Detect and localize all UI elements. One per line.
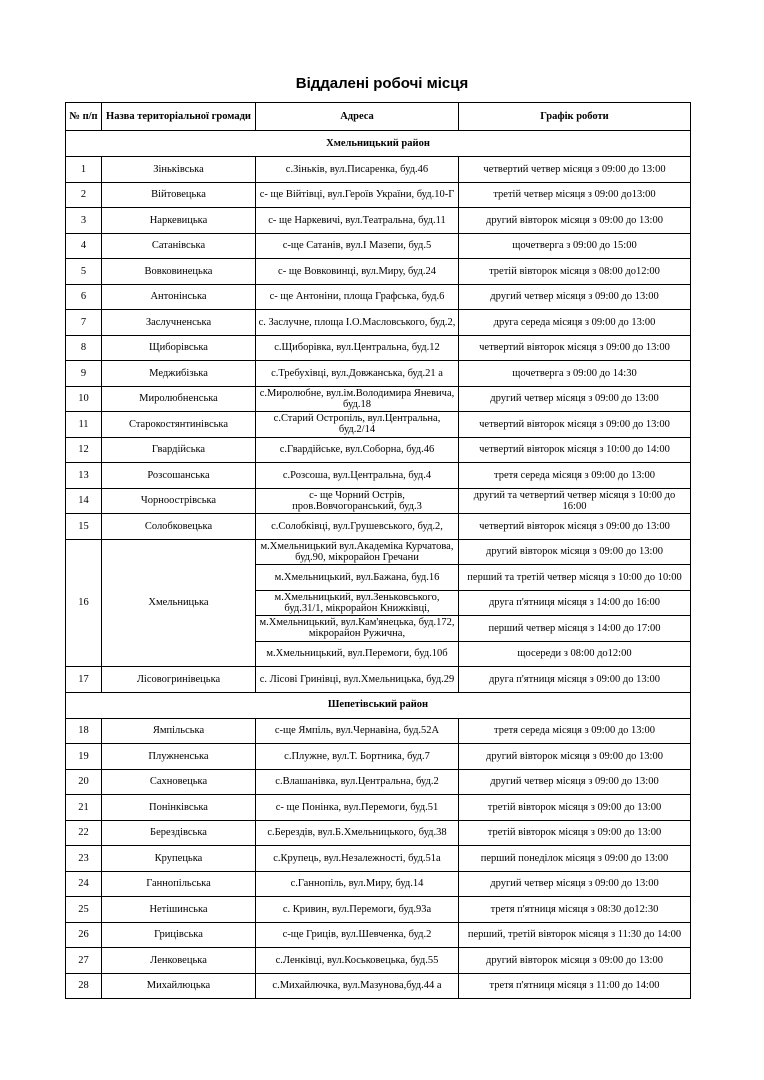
region-name: Шепетівський район [66,692,691,718]
address-cell: с.Крупець, вул.Незалежності, буд.51а [256,846,459,872]
address-cell: м.Хмельницький, вул.Зеньковського, буд.31/1, мікрорайон Книжківці, [256,590,459,616]
address-cell: с.Щиборівка, вул.Центральна, буд.12 [256,335,459,361]
row-number: 3 [66,208,102,234]
address-cell: с.Берездів, вул.Б.Хмельницького, буд.38 [256,820,459,846]
address-cell: с- ще Вовковинці, вул.Миру, буд.24 [256,259,459,285]
remote-workplaces-table [65,102,691,999]
row-number: 8 [66,335,102,361]
table-row [66,769,691,795]
schedule-cell: третя середа місяця з 09:00 до 13:00 [459,718,691,744]
table-row [66,948,691,974]
address-cell: с-ще Гриців, вул.Шевченка, буд.2 [256,922,459,948]
address-cell: с.Солобківці, вул.Грушевського, буд.2, [256,514,459,540]
community-name: Берездівська [102,820,256,846]
address-cell: с- ще Війтівці, вул.Героїв України, буд.10-Г [256,182,459,208]
schedule-cell: другий четвер місяця з 09:00 до 13:00 [459,284,691,310]
schedule-cell: четвертий вівторок місяця з 09:00 до 13:00 [459,335,691,361]
region-header-row [66,692,691,718]
table-row [66,310,691,336]
table-row [66,539,691,565]
address-cell: с. Кривин, вул.Перемоги, буд.93а [256,897,459,923]
community-name: Наркевицька [102,208,256,234]
table-row [66,795,691,821]
schedule-cell: другий вівторок місяця з 09:00 до 13:00 [459,948,691,974]
address-cell: с. Заслучне, площа І.О.Масловського, буд.2, [256,310,459,336]
community-name: Понінківська [102,795,256,821]
header-community: Назва територіальної громади [102,103,256,131]
community-name: Миролюбненська [102,386,256,412]
table-row [66,718,691,744]
schedule-cell: другий вівторок місяця з 09:00 до 13:00 [459,539,691,565]
community-name: Сатанівська [102,233,256,259]
table-row [66,259,691,285]
community-name: Розсошанська [102,463,256,489]
header-number: № п/п [66,103,102,131]
table-row [66,744,691,770]
row-number: 19 [66,744,102,770]
table-row [66,233,691,259]
table-row [66,973,691,999]
address-cell: с.Ганнопіль, вул.Миру, буд.14 [256,871,459,897]
table-row [66,667,691,693]
row-number: 6 [66,284,102,310]
community-name: Меджибізька [102,361,256,387]
header-schedule: Графік роботи [459,103,691,131]
community-name: Сахновецька [102,769,256,795]
row-number: 7 [66,310,102,336]
table-row [66,488,691,514]
table-row [66,871,691,897]
schedule-cell: третій вівторок місяця з 09:00 до 13:00 [459,820,691,846]
community-name: Солобковецька [102,514,256,540]
community-name: Нетішинська [102,897,256,923]
community-name: Лісовогринівецька [102,667,256,693]
table-row [66,361,691,387]
schedule-cell: перший понеділок місяця з 09:00 до 13:00 [459,846,691,872]
row-number: 15 [66,514,102,540]
schedule-cell: перший, третій вівторок місяця з 11:30 до 14:00 [459,922,691,948]
schedule-cell: другий та четвертий четвер місяця з 10:00 до 16:00 [459,488,691,514]
row-number: 24 [66,871,102,897]
schedule-cell: четвертий вівторок місяця з 09:00 до 13:00 [459,412,691,438]
schedule-cell: четвертий четвер місяця з 09:00 до 13:00 [459,157,691,183]
table-row [66,412,691,438]
table-row [66,897,691,923]
schedule-cell: щосереди з 08:00 до12:00 [459,641,691,667]
row-number: 22 [66,820,102,846]
schedule-cell: другий четвер місяця з 09:00 до 13:00 [459,769,691,795]
table-row [66,386,691,412]
table-row [66,284,691,310]
row-number: 21 [66,795,102,821]
table-row [66,463,691,489]
address-cell: с- ще Антоніни, площа Графська, буд.6 [256,284,459,310]
table-row [66,820,691,846]
address-cell: с.Старий Остропіль, вул.Центральна, буд.2/14 [256,412,459,438]
schedule-cell: друга середа місяця з 09:00 до 13:00 [459,310,691,336]
schedule-cell: друга п'ятниця місяця з 14:00 до 16:00 [459,590,691,616]
community-name: Грицівська [102,922,256,948]
row-number: 23 [66,846,102,872]
row-number: 10 [66,386,102,412]
region-name: Хмельницький район [66,131,691,157]
community-name: Гвардійська [102,437,256,463]
schedule-cell: четвертий вівторок місяця з 09:00 до 13:00 [459,514,691,540]
address-cell: с.Влашанівка, вул.Центральна, буд.2 [256,769,459,795]
schedule-cell: третя п'ятниця місяця з 08:30 до12:30 [459,897,691,923]
row-number: 18 [66,718,102,744]
schedule-cell: третя середа місяця з 09:00 до 13:00 [459,463,691,489]
schedule-cell: перший та третій четвер місяця з 10:00 до 10:00 [459,565,691,591]
community-name: Ямпільська [102,718,256,744]
address-cell: с.Розсоша, вул.Центральна, буд.4 [256,463,459,489]
row-number: 14 [66,488,102,514]
schedule-cell: щочетверга з 09:00 до 15:00 [459,233,691,259]
row-number: 26 [66,922,102,948]
community-name: Плужненська [102,744,256,770]
address-cell: с.Гвардійське, вул.Соборна, буд.46 [256,437,459,463]
row-number: 16 [66,539,102,667]
row-number: 4 [66,233,102,259]
schedule-cell: друга п'ятниця місяця з 09:00 до 13:00 [459,667,691,693]
community-name: Старокостянтинівська [102,412,256,438]
row-number: 13 [66,463,102,489]
address-cell: м.Хмельницький вул.Академіка Курчатова, буд.90, мікрорайон Гречани [256,539,459,565]
address-cell: с.Плужне, вул.Т. Бортника, буд.7 [256,744,459,770]
community-name: Антонінська [102,284,256,310]
table-row [66,182,691,208]
schedule-cell: щочетверга з 09:00 до 14:30 [459,361,691,387]
schedule-cell: другий вівторок місяця з 09:00 до 13:00 [459,208,691,234]
row-number: 5 [66,259,102,285]
community-name: Вовковинецька [102,259,256,285]
address-cell: с.Зіньків, вул.Писаренка, буд.46 [256,157,459,183]
address-cell: с.Миролюбне, вул.ім.Володимира Яневича, буд.18 [256,386,459,412]
schedule-cell: третя п'ятниця місяця з 11:00 до 14:00 [459,973,691,999]
table-row [66,157,691,183]
address-cell: с.Михайлючка, вул.Мазунова,буд.44 а [256,973,459,999]
community-name: Хмельницька [102,539,256,667]
table-row [66,437,691,463]
address-cell: м.Хмельницький, вул.Бажана, буд.16 [256,565,459,591]
address-cell: м.Хмельницький, вул.Перемоги, буд.10б [256,641,459,667]
schedule-cell: третій вівторок місяця з 08:00 до12:00 [459,259,691,285]
region-header-row [66,131,691,157]
table-header-row [66,103,691,131]
address-cell: с- ще Наркевичі, вул.Театральна, буд.11 [256,208,459,234]
row-number: 12 [66,437,102,463]
row-number: 17 [66,667,102,693]
schedule-cell: другий вівторок місяця з 09:00 до 13:00 [459,744,691,770]
address-cell: с-ще Ямпіль, вул.Чернавіна, буд.52А [256,718,459,744]
table-row [66,846,691,872]
address-cell: м.Хмельницький, вул.Кам'янецька, буд.172, мікрорайон Ружична, [256,616,459,642]
row-number: 9 [66,361,102,387]
table-body [66,131,691,999]
address-cell: с- ще Понінка, вул.Перемоги, буд.51 [256,795,459,821]
community-name: Війтовецька [102,182,256,208]
schedule-cell: четвертий вівторок місяця з 10:00 до 14:00 [459,437,691,463]
community-name: Крупецька [102,846,256,872]
address-cell: с- ще Чорний Острів, пров.Вовчогоранський, буд.3 [256,488,459,514]
schedule-cell: перший четвер місяця з 14:00 до 17:00 [459,616,691,642]
address-cell: с-ще Сатанів, вул.І Мазепи, буд.5 [256,233,459,259]
row-number: 27 [66,948,102,974]
table-row [66,335,691,361]
community-name: Зіньківська [102,157,256,183]
row-number: 25 [66,897,102,923]
schedule-cell: третій четвер місяця з 09:00 до13:00 [459,182,691,208]
table-row [66,922,691,948]
community-name: Ганнопільська [102,871,256,897]
community-name: Михайлюцька [102,973,256,999]
row-number: 1 [66,157,102,183]
row-number: 11 [66,412,102,438]
schedule-cell: другий четвер місяця з 09:00 до 13:00 [459,871,691,897]
page-title: Віддалені робочі місця [295,75,469,92]
community-name: Щиборівська [102,335,256,361]
community-name: Ленковецька [102,948,256,974]
row-number: 2 [66,182,102,208]
row-number: 28 [66,973,102,999]
table-row [66,208,691,234]
address-cell: с. Лісові Гринівці, вул.Хмельницька, буд.29 [256,667,459,693]
schedule-cell: третій вівторок місяця з 09:00 до 13:00 [459,795,691,821]
address-cell: с.Требухівці, вул.Довжанська, буд.21 а [256,361,459,387]
header-address: Адреса [256,103,459,131]
community-name: Заслучненська [102,310,256,336]
address-cell: с.Ленківці, вул.Коськовецька, буд.55 [256,948,459,974]
table-row [66,514,691,540]
row-number: 20 [66,769,102,795]
community-name: Чорноострівська [102,488,256,514]
schedule-cell: другий четвер місяця з 09:00 до 13:00 [459,386,691,412]
